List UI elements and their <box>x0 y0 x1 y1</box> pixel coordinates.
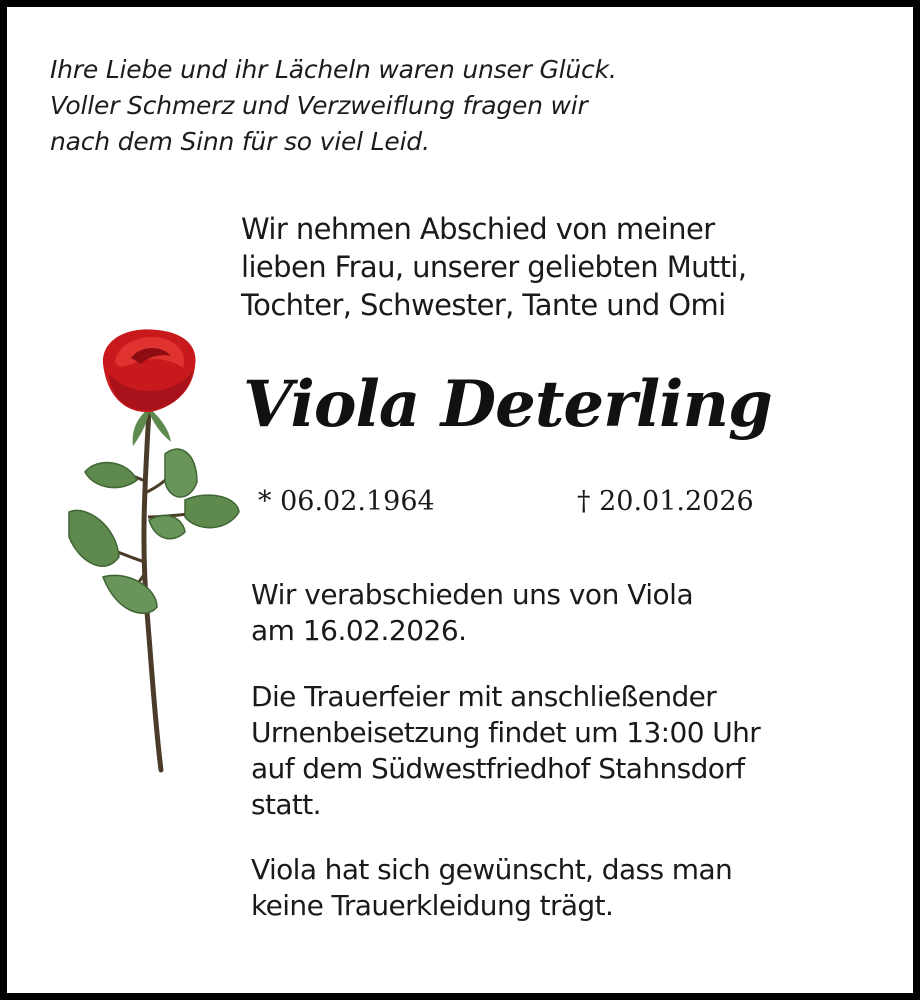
ceremony-line-1: Die Trauerfeier mit anschließender <box>251 680 717 713</box>
wish-line-1: Viola hat sich gewünscht, dass man <box>251 853 733 886</box>
intro-line-2: lieben Frau, unserer geliebten Mutti, <box>241 250 747 284</box>
deceased-name: Viola Deterling <box>243 367 772 442</box>
farewell-intro <box>241 210 747 324</box>
ceremony-line-3: auf dem Südwestfriedhof Stahnsdorf <box>251 752 745 785</box>
ceremony-paragraph <box>251 679 760 823</box>
wish-line-2: keine Trauerkleidung trägt. <box>251 889 614 922</box>
ceremony-line-4: statt. <box>251 788 321 821</box>
dress-code-paragraph <box>251 852 732 924</box>
intro-line-3: Tochter, Schwester, Tante und Omi <box>241 288 726 322</box>
ceremony-line-2: Urnenbeisetzung findet um 13:00 Uhr <box>251 716 761 749</box>
motto-verse <box>50 52 617 160</box>
farewell-date-paragraph <box>251 577 693 649</box>
farewell-line-2: am 16.02.2026. <box>251 614 467 647</box>
rose-icon <box>57 322 247 777</box>
motto-line-3: nach dem Sinn für so viel Leid. <box>50 127 430 156</box>
farewell-line-1: Wir verabschieden uns von Viola <box>251 578 694 611</box>
birth-date: * 06.02.1964 <box>258 486 435 517</box>
motto-line-1: Ihre Liebe und ihr Lächeln waren unser Glück. <box>50 55 617 84</box>
intro-line-1: Wir nehmen Abschied von meiner <box>241 212 715 246</box>
death-date: † 20.01.2026 <box>577 486 754 517</box>
motto-line-2: Voller Schmerz und Verzweiflung fragen wir <box>50 91 588 120</box>
